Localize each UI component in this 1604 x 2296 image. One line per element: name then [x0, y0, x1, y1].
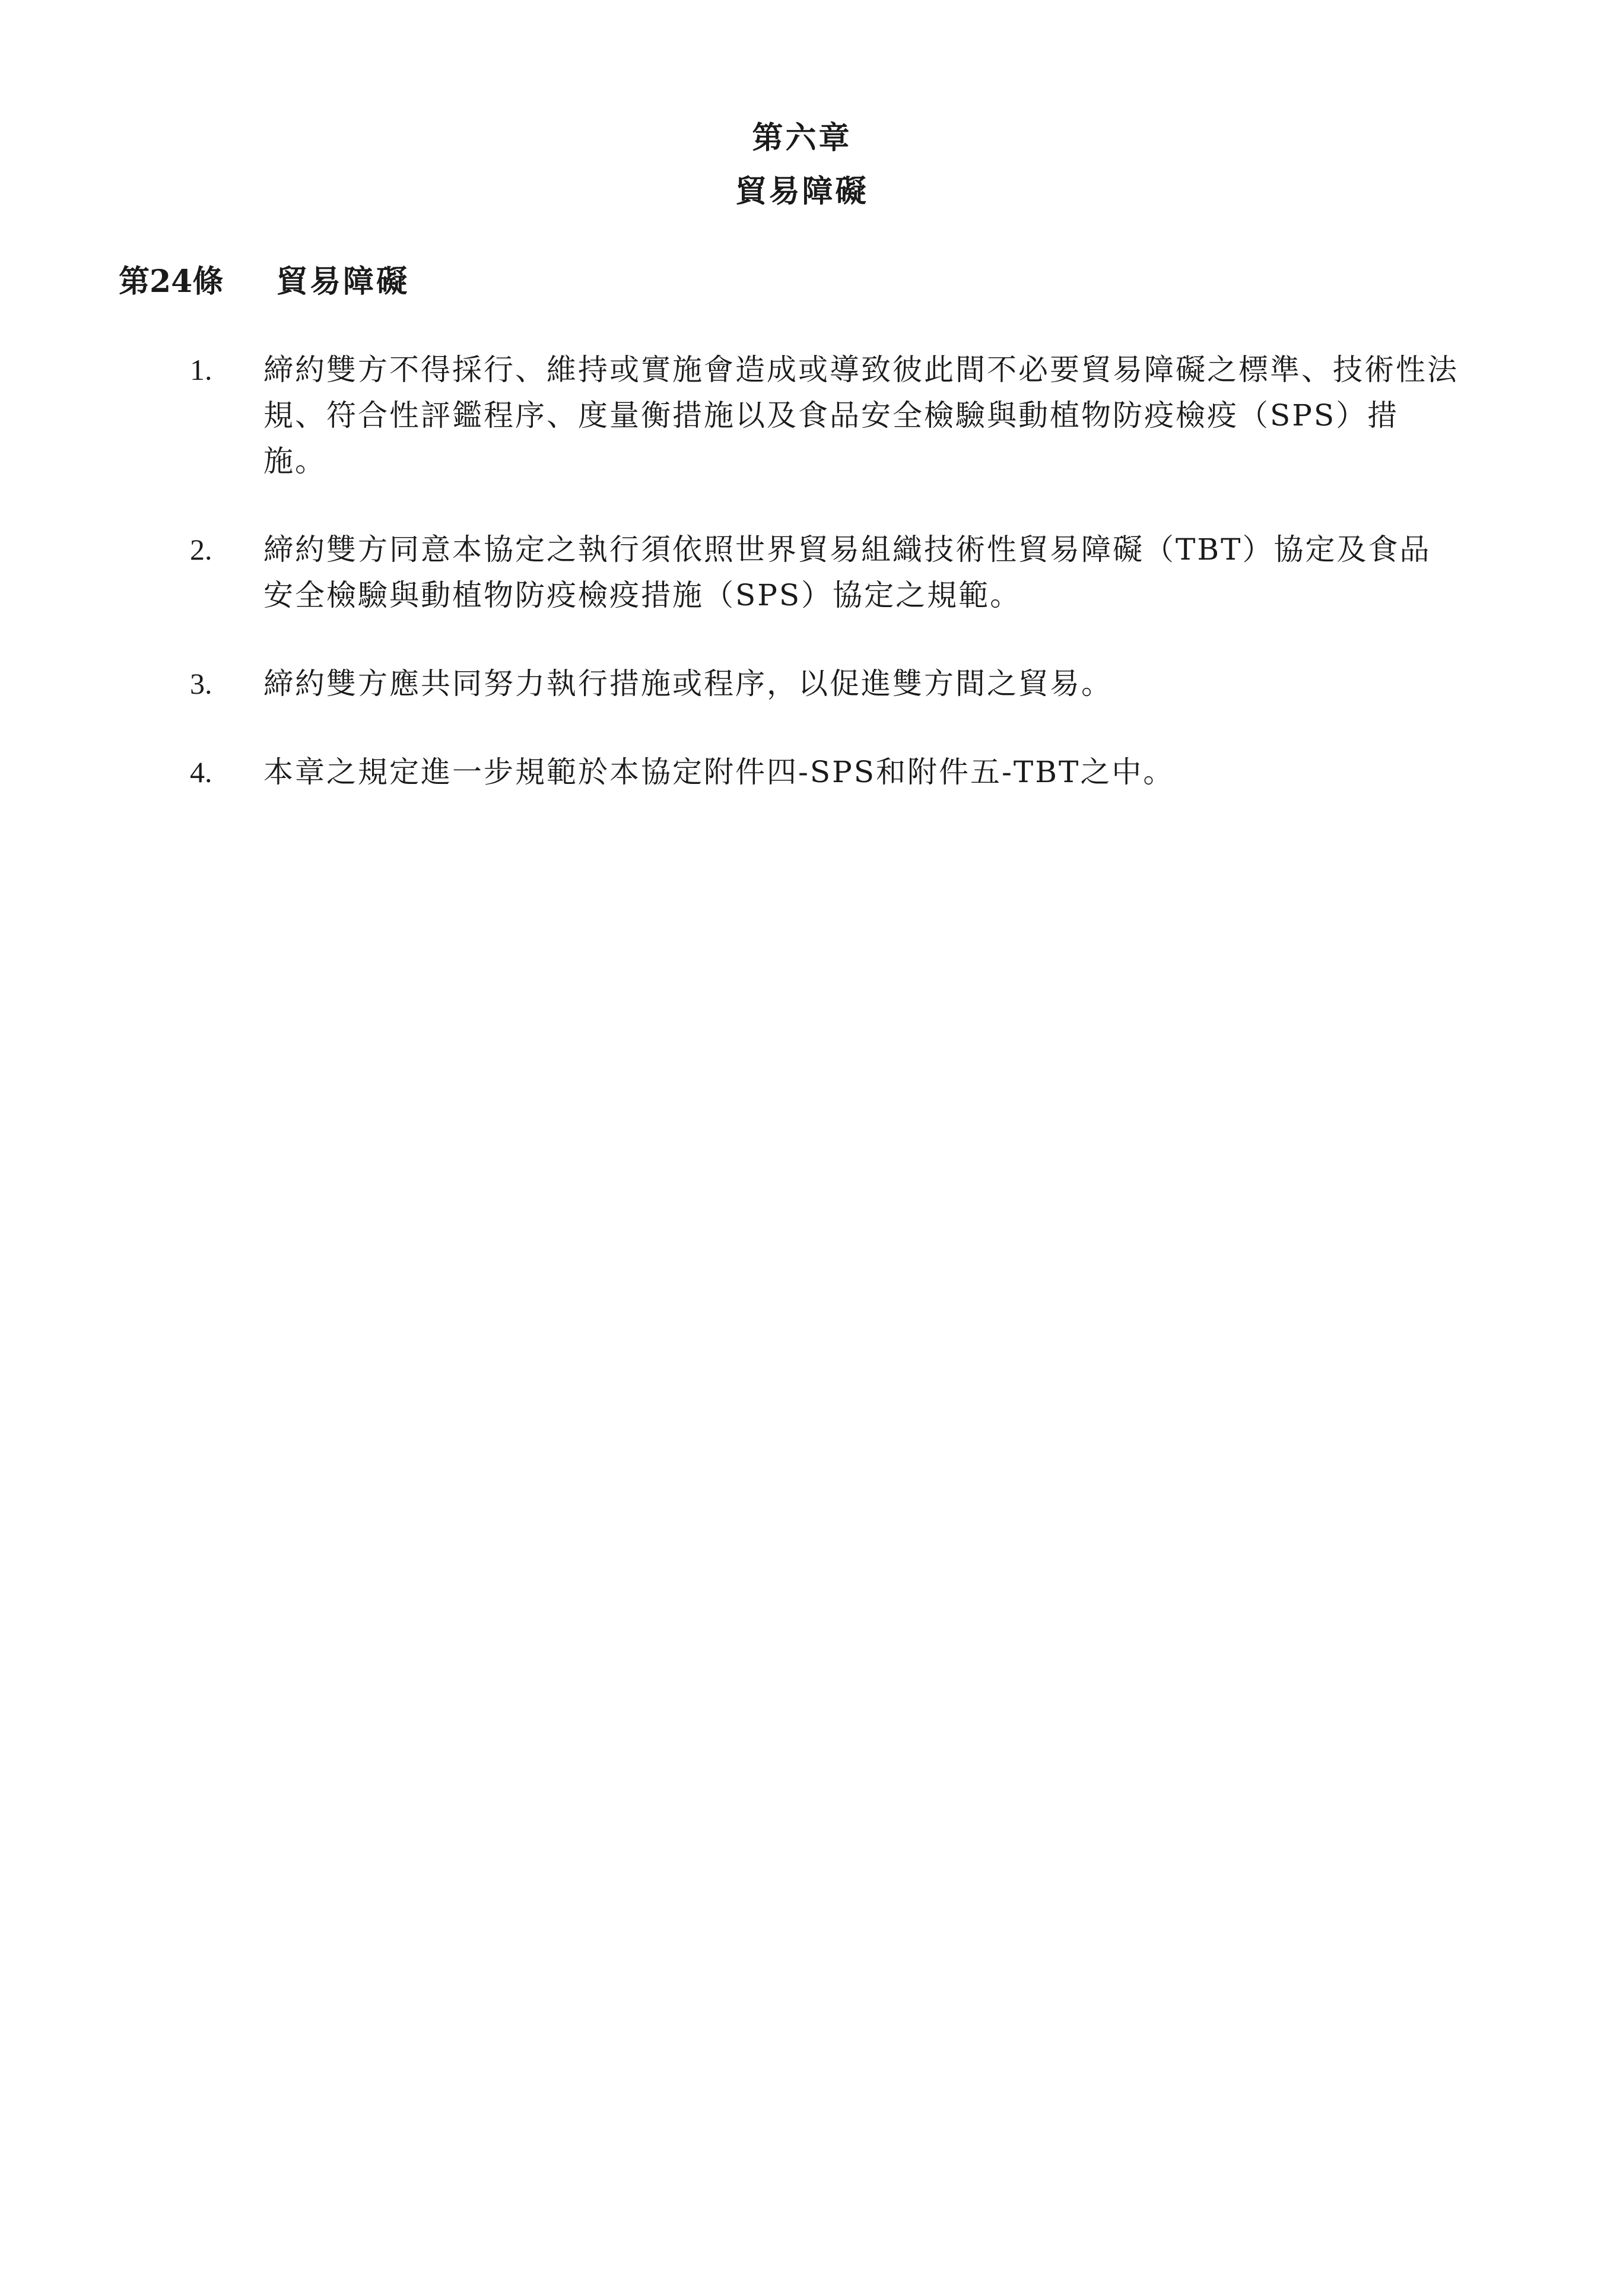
- clause-number: 2.: [190, 533, 212, 566]
- clause-item: [190, 347, 1460, 484]
- clause-item: [190, 750, 1460, 795]
- article-number: 第24條: [119, 263, 224, 300]
- article-heading: [119, 256, 409, 301]
- clause-text: 締約雙方同意本協定之執行須依照世界貿易組織技術性貿易障礙（TBT）協定及食品安全檢驗與動植物防疫檢疫措施（SPS）協定之規範。: [263, 532, 1431, 612]
- clause-text: 締約雙方應共同努力執行措施或程序，以促進雙方間之貿易。: [263, 666, 1113, 701]
- clause-number: 4.: [190, 755, 212, 789]
- chapter-title: 貿易障礙: [735, 173, 869, 209]
- clause-number: 3.: [190, 667, 212, 700]
- clause-text: 本章之規定進一步規範於本協定附件四-SPS和附件五-TBT之中。: [263, 755, 1175, 789]
- chapter-number: 第六章: [752, 120, 852, 156]
- article-title: 貿易障礙: [277, 263, 410, 300]
- clause-list: [190, 347, 1460, 795]
- clause-text: 締約雙方不得採行、維持或實施會造成或導致彼此間不必要貿易障礙之標準、技術性法規、符合性評鑑程序、度量衡措施以及食品安全檢驗與動植物防疫檢疫（SPS）措施。: [263, 353, 1459, 478]
- clause-item: [190, 527, 1460, 618]
- clause-number: 1.: [190, 353, 212, 386]
- clause-item: [190, 661, 1460, 707]
